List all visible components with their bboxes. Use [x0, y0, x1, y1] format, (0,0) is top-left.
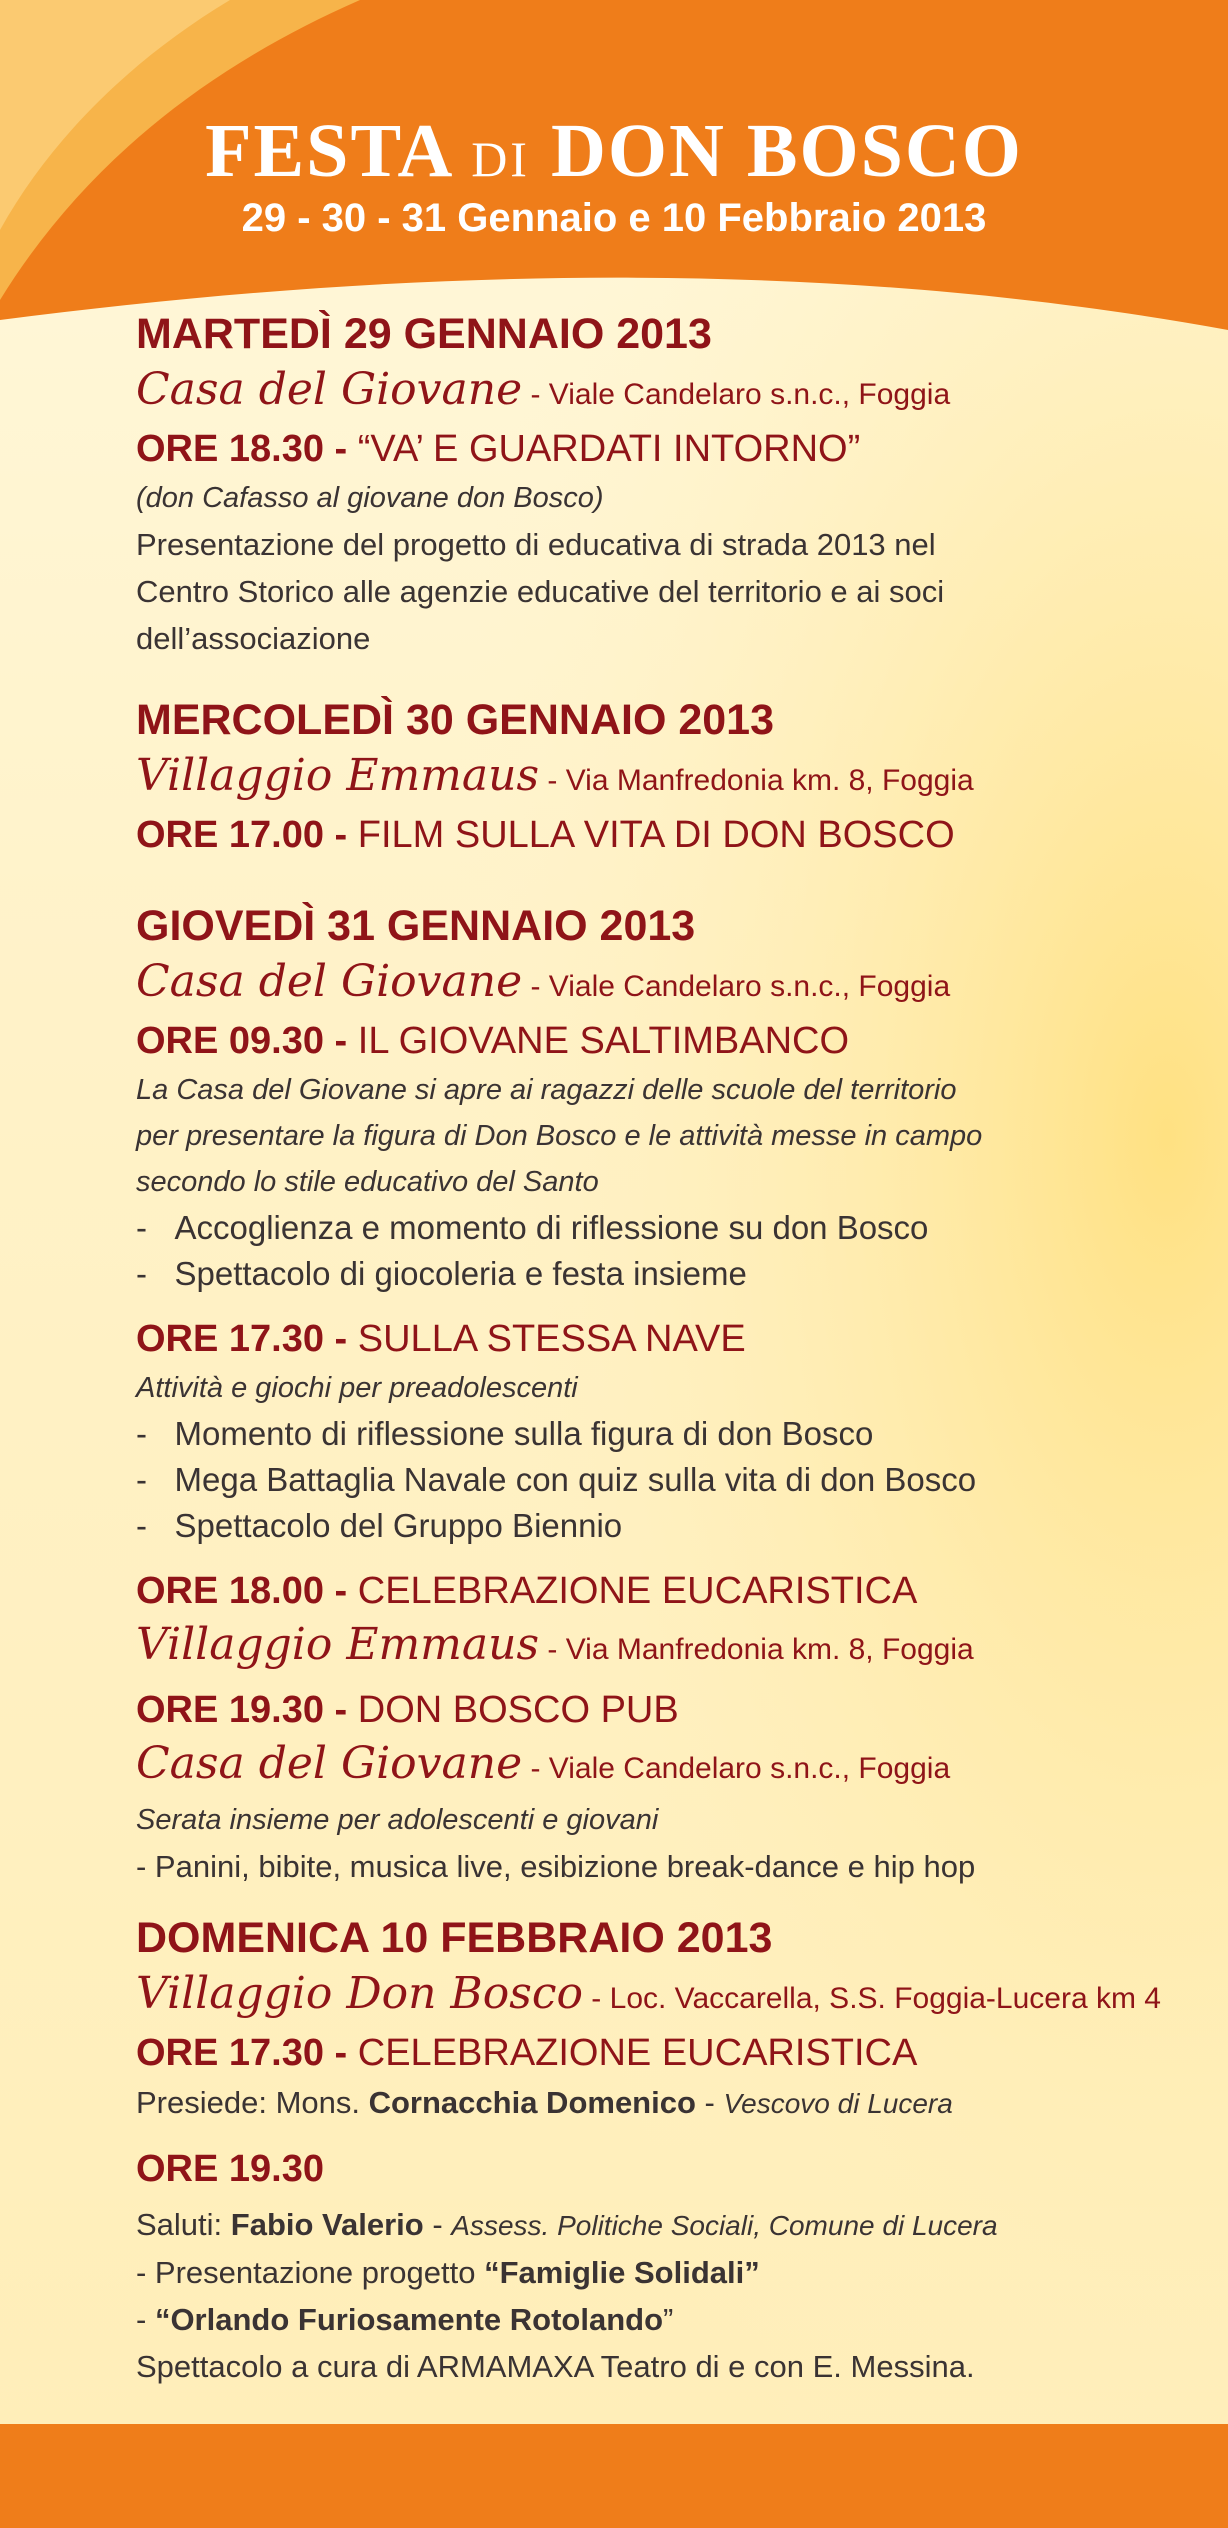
bullet-text: Spettacolo del Gruppo Biennio: [174, 1507, 623, 1544]
event-name: SULLA STESSA NAVE: [357, 1318, 746, 1360]
venue-line: [136, 748, 1136, 809]
event-description-line: Centro Storico alle agenzie educative del territorio e ai soci: [136, 574, 945, 609]
presiede-separator: -: [695, 2085, 724, 2120]
event-name: FILM SULLA VITA DI DON BOSCO: [357, 814, 955, 856]
presiede-label: Presiede: Mons.: [136, 2085, 369, 2120]
venue-name: Casa del Giovane: [136, 1738, 523, 1789]
day-section-domenica: [136, 1910, 1161, 2390]
event-title: [136, 809, 1136, 861]
venue-address: - Via Manfredonia km. 8, Foggia: [539, 764, 974, 797]
day-heading: DOMENICA 10 FEBBRAIO 2013: [136, 1914, 773, 1962]
event-name: CELEBRAZIONE EUCARISTICA: [357, 2032, 918, 2074]
program-line: Spettacolo a cura di ARMAMAXA Teatro di e con E. Messina.: [136, 2349, 975, 2384]
day-section-giovedi: [136, 898, 1136, 1890]
event-time: ORE 18.30 -: [136, 428, 358, 470]
event-time: ORE 19.30: [136, 2148, 324, 2190]
bullet-item: - Accoglienza e momento di riflessione su don Bosco: [136, 1209, 929, 1246]
event-time: ORE 18.00 -: [136, 1570, 358, 1612]
saluti-label: Saluti:: [136, 2207, 231, 2242]
venue-line: [136, 954, 1136, 1015]
venue-address: - Viale Candelaro s.n.c., Foggia: [522, 970, 951, 1003]
day-heading: MARTEDÌ 29 GENNAIO 2013: [136, 310, 712, 358]
event-time: ORE 17.30 -: [136, 2032, 358, 2074]
bullet-item: - Momento di riflessione sulla figura di don Bosco: [136, 1415, 874, 1452]
bullet-text: Accoglienza e momento di riflessione su don Bosco: [174, 1209, 929, 1246]
saluti-name: Fabio Valerio: [230, 2207, 424, 2242]
venue-line: [136, 1966, 1161, 2027]
presiede-line: [136, 2079, 1136, 2127]
saluti-line: [136, 2201, 1136, 2249]
program-highlight: “Famiglie Solidali”: [484, 2255, 760, 2290]
venue-name: Villaggio Emmaus: [136, 1619, 540, 1670]
title-di: DI: [471, 131, 530, 187]
venue-line: [136, 1617, 1136, 1678]
program-suffix: ”: [663, 2302, 674, 2337]
event-description-line: - Panini, bibite, musica live, esibizione break-dance e hip hop: [136, 1849, 976, 1884]
event-title: [136, 423, 1136, 475]
event-note: secondo lo stile educativo del Santo: [136, 1166, 599, 1198]
venue-line: [136, 1736, 1136, 1797]
event-note: (don Cafasso al giovane don Bosco): [136, 482, 604, 514]
event-time: ORE 17.30 -: [136, 1318, 358, 1360]
event-title: [136, 1313, 1136, 1365]
venue-name: Villaggio Don Bosco: [136, 1968, 583, 2019]
day-section-mercoledi: [136, 692, 1136, 861]
day-section-martedi: [136, 306, 1136, 662]
venue-name: Casa del Giovane: [136, 364, 523, 415]
event-note: Serata insieme per adolescenti e giovani: [136, 1804, 659, 1836]
venue-address: - Viale Candelaro s.n.c., Foggia: [522, 378, 951, 411]
presiede-role: Vescovo di Lucera: [723, 2088, 953, 2119]
day-heading: MERCOLEDÌ 30 GENNAIO 2013: [136, 696, 775, 744]
program-line: [136, 2296, 1136, 2343]
event-title: [136, 2143, 1136, 2195]
event-title: [136, 1565, 1136, 1617]
venue-address: - Viale Candelaro s.n.c., Foggia: [522, 1752, 951, 1785]
event-title: [136, 2027, 1136, 2079]
bullet-text: Mega Battaglia Navale con quiz sulla vita di don Bosco: [174, 1461, 977, 1498]
saluti-separator: -: [423, 2207, 452, 2242]
event-note: per presentare la figura di Don Bosco e le attività messe in campo: [136, 1120, 983, 1152]
event-note: La Casa del Giovane si apre ai ragazzi delle scuole del territorio: [136, 1074, 957, 1106]
event-title: [136, 1015, 1136, 1067]
event-name: IL GIOVANE SALTIMBANCO: [357, 1020, 850, 1062]
presiede-name: Cornacchia Domenico: [368, 2085, 696, 2120]
day-heading: GIOVEDÌ 31 GENNAIO 2013: [136, 902, 696, 950]
venue-address: - Loc. Vaccarella, S.S. Foggia-Lucera km 4: [582, 1982, 1161, 2015]
saluti-role: Assess. Politiche Sociali, Comune di Lucera: [451, 2210, 998, 2241]
venue-line: [136, 362, 1136, 423]
title-don-bosco: DON BOSCO: [550, 109, 1023, 193]
venue-name: Villaggio Emmaus: [136, 750, 540, 801]
page-title: [0, 108, 1228, 195]
event-time: ORE 17.00 -: [136, 814, 358, 856]
event-note: Attività e giochi per preadolescenti: [136, 1372, 578, 1404]
event-time: ORE 09.30 -: [136, 1020, 358, 1062]
event-description-line: dell’associazione: [136, 621, 371, 656]
bullet-item: - Mega Battaglia Navale con quiz sulla vita di don Bosco: [136, 1461, 977, 1498]
program-prefix: - Presentazione progetto: [136, 2255, 485, 2290]
event-name: DON BOSCO PUB: [357, 1689, 679, 1731]
event-description-line: Presentazione del progetto di educativa di strada 2013 nel: [136, 527, 936, 562]
bullet-item: - Spettacolo di giocoleria e festa insieme: [136, 1255, 747, 1292]
program-prefix: -: [136, 2302, 155, 2337]
event-name: CELEBRAZIONE EUCARISTICA: [357, 1570, 918, 1612]
bullet-text: Spettacolo di giocoleria e festa insieme: [174, 1255, 747, 1292]
event-title: [136, 1684, 1136, 1736]
event-time: ORE 19.30 -: [136, 1689, 358, 1731]
title-festa: FESTA: [205, 109, 451, 193]
event-name: “VA’ E GUARDATI INTORNO”: [357, 428, 861, 470]
bullet-text: Momento di riflessione sulla figura di don Bosco: [174, 1415, 874, 1452]
venue-address: - Via Manfredonia km. 8, Foggia: [539, 1633, 974, 1666]
program-highlight: “Orlando Furiosamente Rotolando: [154, 2302, 664, 2337]
venue-name: Casa del Giovane: [136, 956, 523, 1007]
bullet-item: - Spettacolo del Gruppo Biennio: [136, 1507, 623, 1544]
festival-dates: 29 - 30 - 31 Gennaio e 10 Febbraio 2013: [241, 196, 987, 240]
program-line: [136, 2249, 1136, 2296]
